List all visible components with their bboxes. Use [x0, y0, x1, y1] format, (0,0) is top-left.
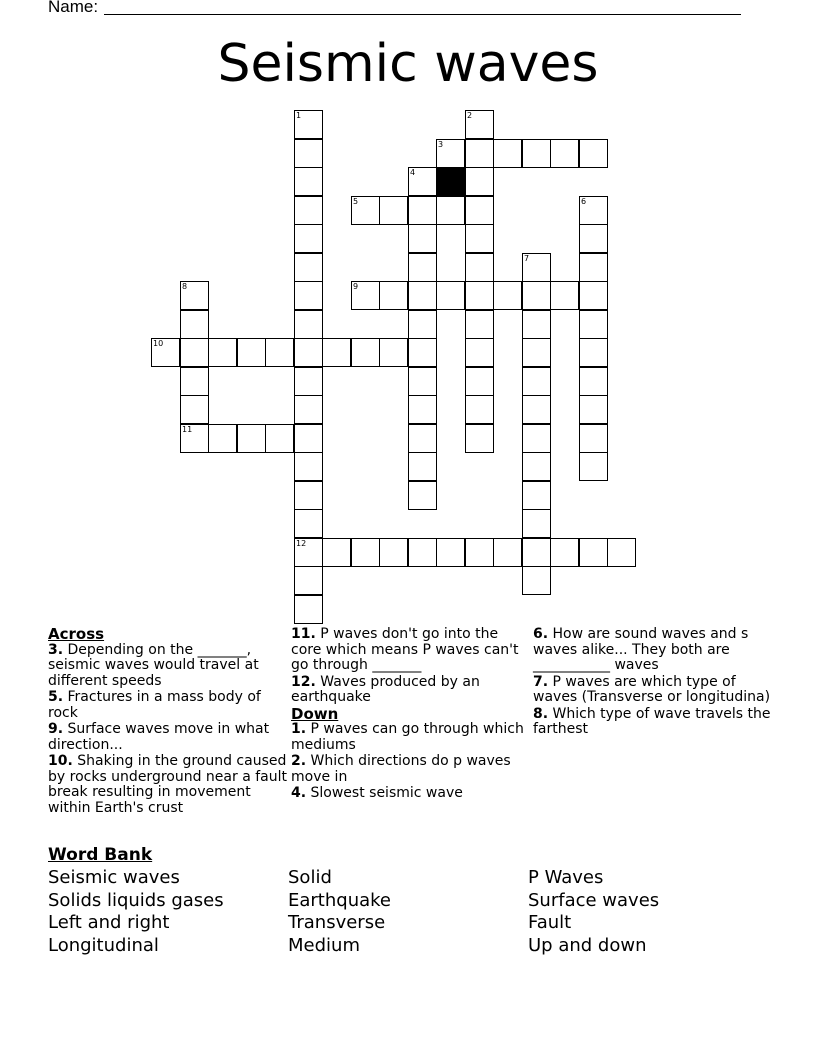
crossword-cell[interactable]: [579, 281, 608, 310]
crossword-cell[interactable]: [294, 253, 323, 282]
crossword-black-cell: [436, 167, 465, 196]
crossword-cell[interactable]: [465, 253, 494, 282]
crossword-cell[interactable]: [294, 595, 323, 624]
word-bank-item: Medium: [288, 935, 360, 956]
crossword-cell[interactable]: [436, 281, 465, 310]
crossword-cell[interactable]: [579, 367, 608, 396]
down-clue-8: 8. Which type of wave travels the farthest: [533, 705, 771, 737]
crossword-cell[interactable]: [408, 452, 437, 481]
down-clue-7: 7. P waves are which type of waves (Transverse or longitudina): [533, 673, 771, 705]
word-bank-item: Fault: [528, 912, 572, 933]
crossword-cell[interactable]: [579, 452, 608, 481]
crossword-cell[interactable]: [522, 139, 551, 168]
word-bank-item: Solid: [288, 867, 332, 888]
crossword-cell[interactable]: [294, 196, 323, 225]
crossword-cell[interactable]: [180, 281, 209, 310]
down-header: Down: [291, 704, 339, 723]
crossword-cell[interactable]: [522, 566, 551, 595]
word-bank-item: Up and down: [528, 935, 647, 956]
crossword-cell[interactable]: [294, 452, 323, 481]
crossword-cell[interactable]: [579, 224, 608, 253]
cell-number: 2: [467, 111, 473, 120]
crossword-cell[interactable]: [408, 424, 437, 453]
crossword-cell[interactable]: [465, 224, 494, 253]
crossword-cell[interactable]: [522, 509, 551, 538]
crossword-cell[interactable]: [522, 452, 551, 481]
crossword-cell[interactable]: [151, 338, 180, 367]
word-bank-item: Solids liquids gases: [48, 890, 224, 911]
crossword-cell[interactable]: [294, 139, 323, 168]
crossword-cell[interactable]: [208, 424, 237, 453]
crossword-cell[interactable]: [465, 196, 494, 225]
crossword-cell[interactable]: [408, 310, 437, 339]
crossword-cell[interactable]: [408, 481, 437, 510]
crossword-cell[interactable]: [493, 281, 522, 310]
crossword-cell[interactable]: [579, 538, 608, 567]
crossword-cell[interactable]: [522, 338, 551, 367]
cell-number: 5: [353, 197, 359, 206]
crossword-cell[interactable]: [465, 538, 494, 567]
crossword-cell[interactable]: [294, 481, 323, 510]
crossword-cell[interactable]: [579, 196, 608, 225]
crossword-cell[interactable]: [465, 395, 494, 424]
cell-number: 9: [353, 282, 359, 291]
crossword-cell[interactable]: [408, 367, 437, 396]
crossword-cell[interactable]: [522, 253, 551, 282]
word-bank-item: Earthquake: [288, 890, 391, 911]
crossword-cell[interactable]: [522, 395, 551, 424]
crossword-cell[interactable]: [522, 424, 551, 453]
crossword-cell[interactable]: [180, 338, 209, 367]
crossword-cell[interactable]: [294, 281, 323, 310]
word-bank-item: Surface waves: [528, 890, 660, 911]
crossword-cell[interactable]: [294, 167, 323, 196]
word-bank-title: Word Bank: [48, 845, 153, 865]
crossword-cell[interactable]: [465, 110, 494, 139]
crossword-cell[interactable]: [465, 338, 494, 367]
crossword-cell[interactable]: [294, 566, 323, 595]
crossword-cell[interactable]: [550, 538, 579, 567]
crossword-cell[interactable]: [237, 338, 266, 367]
name-label: Name:: [48, 0, 99, 16]
crossword-cell[interactable]: [436, 538, 465, 567]
down-clue-6: 6. How are sound waves and s waves alike... They both are ___________ waves: [533, 626, 749, 673]
crossword-cell[interactable]: [294, 367, 323, 396]
word-bank-item: Seismic waves: [48, 867, 180, 888]
crossword-cell[interactable]: [294, 509, 323, 538]
page-title: Seismic waves: [217, 34, 599, 94]
word-bank-item: Left and right: [48, 912, 170, 933]
crossword-cell[interactable]: [550, 281, 579, 310]
crossword-cell[interactable]: [379, 538, 408, 567]
crossword-cell[interactable]: [294, 395, 323, 424]
crossword-cell[interactable]: [408, 224, 437, 253]
cell-number: 12: [296, 539, 307, 548]
crossword-cell[interactable]: [351, 538, 380, 567]
crossword-cell[interactable]: [493, 538, 522, 567]
cell-number: 10: [153, 339, 164, 348]
clues-column-2: [291, 627, 531, 803]
cell-number: 3: [438, 140, 444, 149]
cell-number: 4: [410, 168, 416, 177]
across-clue-5: 5. Fractures in a mass body of rock: [48, 689, 261, 721]
crossword-cell[interactable]: [408, 538, 437, 567]
crossword-cell[interactable]: [408, 338, 437, 367]
clues-column-3: [533, 627, 773, 739]
crossword-cell[interactable]: [351, 196, 380, 225]
crossword-cell[interactable]: [237, 424, 266, 453]
crossword-cell[interactable]: [265, 424, 294, 453]
crossword-cell[interactable]: [294, 310, 323, 339]
cell-number: 11: [182, 425, 193, 434]
crossword-cell[interactable]: [550, 139, 579, 168]
cell-number: 6: [581, 197, 587, 206]
clues-column-1: [48, 627, 288, 817]
cell-number: 7: [524, 254, 530, 263]
crossword-cell[interactable]: [180, 395, 209, 424]
crossword-cell[interactable]: [522, 538, 551, 567]
crossword-cell[interactable]: [265, 338, 294, 367]
crossword-cell[interactable]: [465, 139, 494, 168]
crossword-cell[interactable]: [465, 310, 494, 339]
crossword-cell[interactable]: [465, 367, 494, 396]
crossword-cell[interactable]: [408, 167, 437, 196]
crossword-cell[interactable]: [579, 253, 608, 282]
across-clue-9: 9. Surface waves move in what direction...: [48, 721, 270, 753]
crossword-cell[interactable]: [322, 538, 351, 567]
crossword-cell[interactable]: [294, 424, 323, 453]
cell-number: 8: [182, 282, 188, 291]
crossword-cell[interactable]: [522, 310, 551, 339]
crossword-cell[interactable]: [465, 167, 494, 196]
crossword-cell[interactable]: [579, 310, 608, 339]
cell-number: 1: [296, 111, 302, 120]
crossword-cell[interactable]: [436, 196, 465, 225]
across-clue-3: 3. Depending on the _______, seismic waves would travel at different speeds: [48, 641, 259, 689]
crossword-cell[interactable]: [180, 310, 209, 339]
crossword-cell[interactable]: [522, 481, 551, 510]
crossword-cell[interactable]: [351, 338, 380, 367]
crossword-cell[interactable]: [294, 224, 323, 253]
crossword-cell[interactable]: [322, 338, 351, 367]
crossword-cell[interactable]: [180, 367, 209, 396]
crossword-cell[interactable]: [493, 139, 522, 168]
crossword-cell[interactable]: [522, 281, 551, 310]
crossword-cell[interactable]: [408, 196, 437, 225]
crossword-cell[interactable]: [351, 281, 380, 310]
crossword-cell[interactable]: [436, 139, 465, 168]
crossword-cell[interactable]: [465, 424, 494, 453]
down-clue-2: 2. Which directions do p waves move in: [291, 753, 511, 785]
crossword-cell[interactable]: [294, 538, 323, 567]
crossword-cell[interactable]: [379, 338, 408, 367]
crossword-cell[interactable]: [294, 338, 323, 367]
crossword-cell[interactable]: [579, 424, 608, 453]
crossword-cell[interactable]: [208, 338, 237, 367]
crossword-cell[interactable]: [408, 281, 437, 310]
crossword-cell[interactable]: [579, 338, 608, 367]
crossword-cell[interactable]: [465, 281, 494, 310]
crossword-cell[interactable]: [579, 139, 608, 168]
crossword-cell[interactable]: [607, 538, 636, 567]
crossword-cell[interactable]: [379, 281, 408, 310]
down-clue-1: 1. P waves can go through which mediums: [291, 721, 524, 753]
crossword-cell[interactable]: [294, 110, 323, 139]
word-bank-item: Longitudinal: [48, 935, 159, 956]
crossword-cell[interactable]: [579, 395, 608, 424]
across-clue-12: 12. Waves produced by an earthquake: [291, 673, 480, 705]
down-clue-4: 4. Slowest seismic wave: [291, 785, 463, 801]
crossword-cell[interactable]: [522, 367, 551, 396]
crossword-cell[interactable]: [408, 395, 437, 424]
word-bank-item: Transverse: [288, 912, 386, 933]
crossword-cell[interactable]: [408, 253, 437, 282]
word-bank-item: P Waves: [528, 867, 604, 888]
across-clue-10: 10. Shaking in the ground caused by rocks underground near a fault break resulting in movement within Earth's crust: [48, 753, 287, 816]
across-header: Across: [48, 625, 105, 643]
crossword-cell[interactable]: [379, 196, 408, 225]
crossword-cell[interactable]: [180, 424, 209, 453]
across-clue-11: 11. P waves don't go into the core which means P waves can't go through _______: [291, 626, 519, 673]
